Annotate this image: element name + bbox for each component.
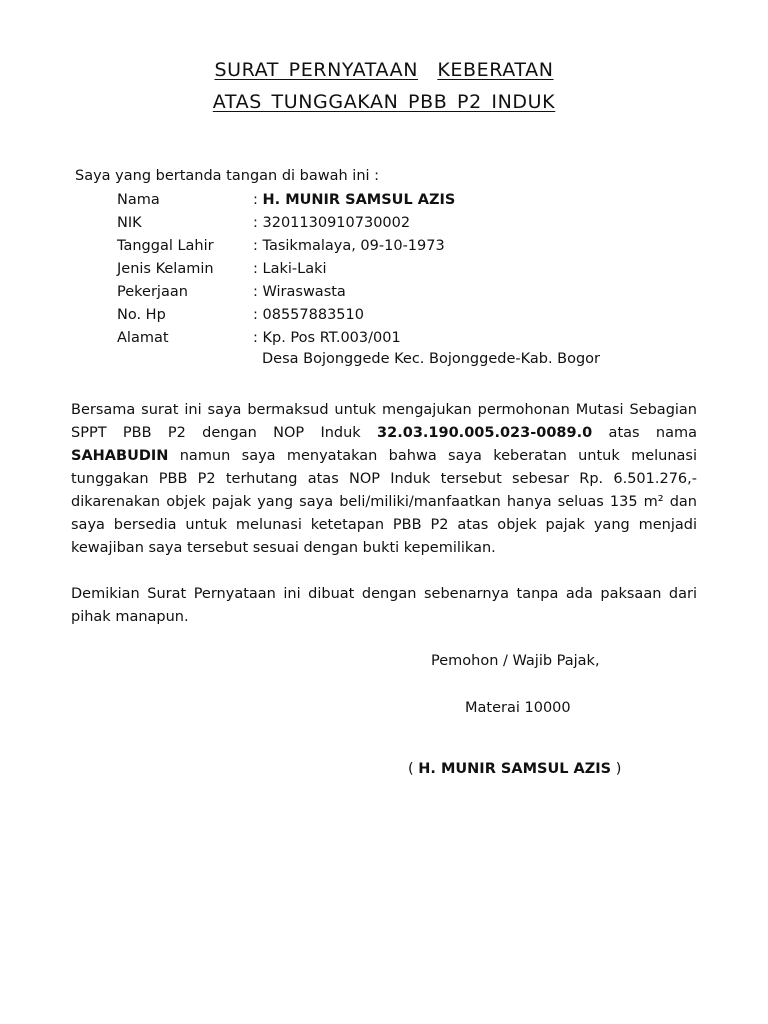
identity-colon: : (253, 330, 263, 346)
identity-label: Nama (117, 192, 160, 208)
stamp-label: Materai 10000 (465, 700, 571, 716)
paragraph-request (71, 399, 697, 560)
signature-role: Pemohon / Wajib Pajak, (431, 653, 600, 669)
paragraph-closing: Demikian Surat Pernyataan ini dibuat dengan sebenarnya tanpa ada paksaan dari pihak manapun. (71, 586, 697, 625)
owner-name: SAHABUDIN (71, 448, 169, 464)
identity-colon: : (253, 307, 263, 323)
document-title-line-1 (0, 59, 768, 81)
paragraph-text: namun saya menyatakan bahwa saya keberatan untuk melunasi tunggakan PBB P2 terhutang atas NOP Induk tersebut sebesar Rp. 6.501.276,- dikarenakan objek pajak yang saya beli/miliki/manfaatkan hanya seluas 135 m² dan saya bersedia untuk melunasi ketetapan PBB P2 atas objek pajak yang menjadi kewajiban saya tersebut sesuai dengan bukti kepemilikan. (71, 448, 697, 556)
identity-table (117, 190, 455, 351)
paragraph-text: Bersama surat ini saya bermaksud untuk mengajukan permohonan Mutasi Sebagian SPPT PBB P2 dengan NOP Induk (71, 402, 697, 441)
intro-text: Saya yang bertanda tangan di bawah ini : (75, 168, 380, 184)
identity-colon: : (253, 238, 263, 254)
identity-row-pekerjaan (117, 282, 455, 305)
title-line-2-text: ATAS TUNGGAKAN PBB P2 INDUK (212, 91, 556, 113)
identity-value: Laki-Laki (262, 261, 327, 277)
identity-value: 3201130910730002 (262, 215, 411, 231)
identity-value: Tasikmalaya, 09-10-1973 (262, 238, 445, 254)
identity-label: NIK (117, 215, 142, 231)
identity-label: Pekerjaan (117, 284, 188, 300)
signature-name-line (408, 761, 621, 777)
identity-colon: : (253, 215, 263, 231)
identity-colon: : (253, 284, 263, 300)
identity-label: Alamat (117, 330, 169, 346)
document-title-line-2 (0, 91, 768, 113)
identity-label: Tanggal Lahir (117, 238, 214, 254)
identity-value: 08557883510 (262, 307, 364, 323)
identity-row-nik (117, 213, 455, 236)
identity-row-jenis-kelamin (117, 259, 455, 282)
bracket-open: ( (408, 761, 419, 777)
identity-row-alamat (117, 328, 455, 351)
address-line-2: Desa Bojonggede Kec. Bojonggede-Kab. Bogor (262, 351, 601, 367)
identity-value: Wiraswasta (262, 284, 346, 300)
identity-colon: : (253, 192, 263, 208)
signatory-name: H. MUNIR SAMSUL AZIS (418, 761, 612, 777)
bracket-close: ) (611, 761, 622, 777)
identity-value: Kp. Pos RT.003/001 (262, 330, 401, 346)
nop-number: 32.03.190.005.023-0089.0 (377, 425, 593, 441)
identity-row-nama (117, 190, 455, 213)
title-word-group-1: SURAT PERNYATAAN (214, 59, 419, 81)
identity-label: Jenis Kelamin (117, 261, 214, 277)
identity-row-no-hp (117, 305, 455, 328)
identity-value: H. MUNIR SAMSUL AZIS (262, 192, 456, 208)
identity-colon: : (253, 261, 263, 277)
title-word-group-2: KEBERATAN (437, 59, 554, 81)
identity-label: No. Hp (117, 307, 166, 323)
identity-row-tanggal-lahir (117, 236, 455, 259)
paragraph-text: atas nama (592, 425, 697, 441)
